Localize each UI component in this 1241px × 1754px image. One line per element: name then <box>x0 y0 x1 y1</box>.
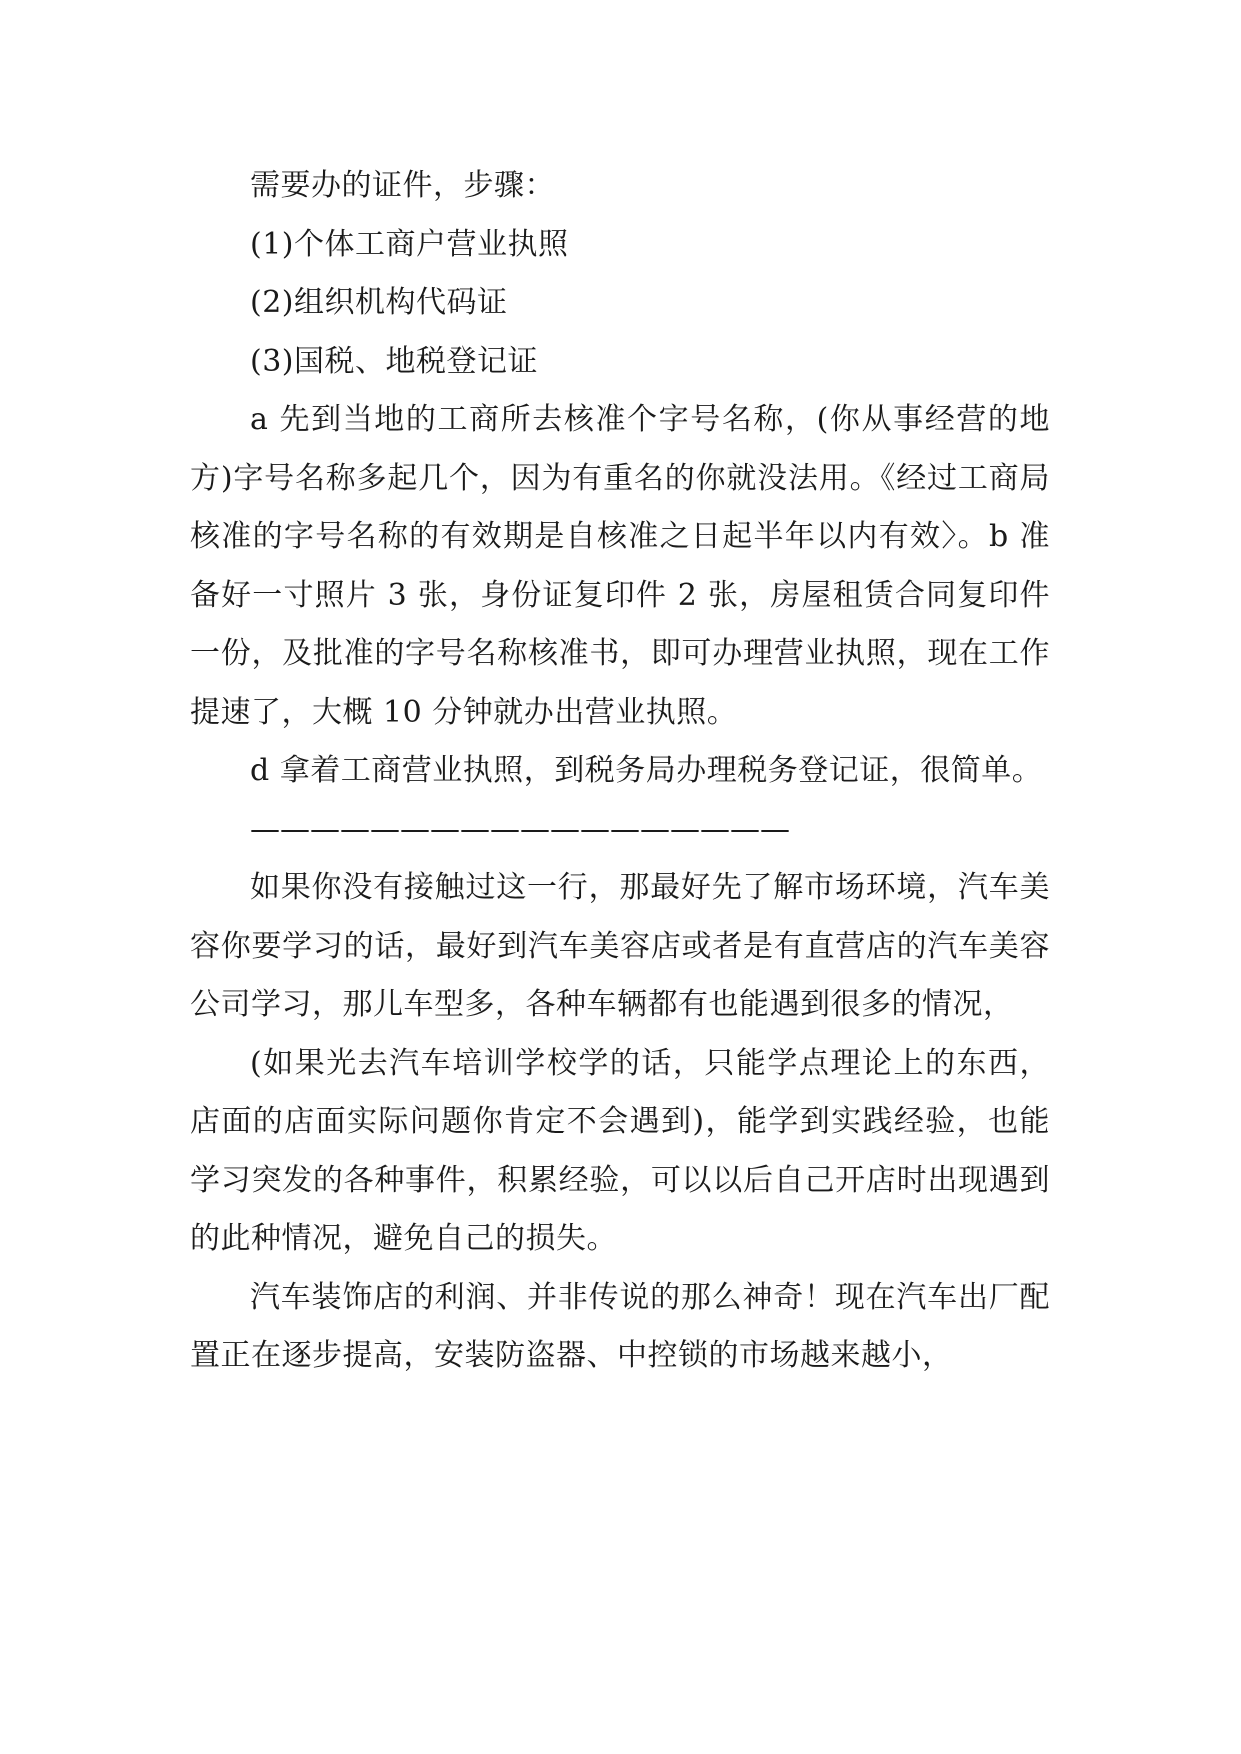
paragraph-tax-registration: (3)国税、地税登记证 <box>250 343 538 379</box>
paragraph-organization-code: (2)组织机构代码证 <box>250 285 508 320</box>
paragraph-step-a-b: a 先到当地的工商所去核准个字号名称，(你从事经营的地方)字号名称多起几个，因为有重名的你就没法用。《经过工商局核准的字号名称的有效期是自核准之日起半年以内有效〉。b 准备好一寸照片 3 张，身份证复印件 2 张，房屋租赁合同复印件一份，及批准的字号名称核准书，即可办理营业执照，现在工作提速了，大概 10 分钟就办出营业执照。 <box>190 402 1050 730</box>
document-body <box>190 157 1050 1386</box>
paragraph-business-license: (1)个体工商户营业执照 <box>250 226 569 262</box>
paragraph-required-documents: 需要办的证件，步骤： <box>250 168 555 203</box>
paragraph-step-d: d 拿着工商营业执照，到税务局办理税务登记证，很简单。 <box>250 753 1043 788</box>
section-divider: —————————————————— <box>250 811 790 847</box>
paragraph-training-school: (如果光去汽车培训学校学的话，只能学点理论上的东西，店面的店面实际问题你肯定不会遇到)，能学到实践经验，也能学习突发的各种事件，积累经验，可以以后自己开店时出现遇到的此种情况，避免自己的损失。 <box>190 1045 1050 1256</box>
paragraph-market-environment: 如果你没有接触过这一行，那最好先了解市场环境，汽车美容你要学习的话，最好到汽车美容店或者是有直营店的汽车美容公司学习，那儿车型多，各种车辆都有也能遇到很多的情况， <box>190 870 1050 1022</box>
paragraph-decoration-profit: 汽车装饰店的利润、并非传说的那么神奇！现在汽车出厂配置正在逐步提高，安装防盗器、中控锁的市场越来越小， <box>190 1279 1050 1373</box>
